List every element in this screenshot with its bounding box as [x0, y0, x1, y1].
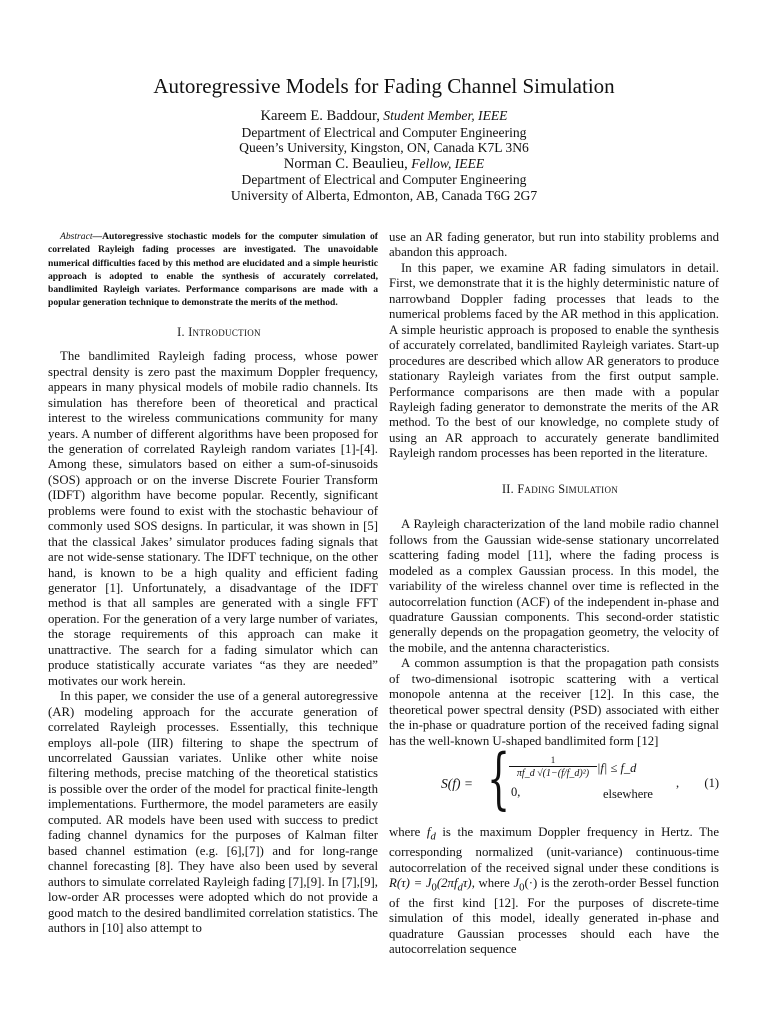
- equation-elsewhere: elsewhere: [603, 787, 653, 802]
- section-heading-introduction: I. Introduction: [177, 324, 261, 339]
- affiliation-dept-2: Department of Electrical and Computer Engineering: [241, 172, 527, 188]
- author-2: Norman C. Beaulieu, Fellow, IEEE: [283, 155, 485, 172]
- equation-number: (1): [704, 776, 719, 791]
- affiliation-inst-1: Queen’s University, Kingston, ON, Canada K7L 3N6: [239, 140, 529, 156]
- intro-paragraph-2-cont: use an AR fading generator, but run into stability problems and abandon this approach.: [389, 230, 719, 260]
- equation-lhs: S(f) =: [441, 776, 473, 792]
- fading-paragraph-2: A common assumption is that the propagation path consists of two-dimensional isotropic scattering with a vertical monopole antenna at the receiver [12]. In this case, the theoretical power spectral density (PSD) associated with either the in-phase or quadrature portion of the received fading signal has the well-known U-shaped bandlimited form [12]: [389, 656, 719, 748]
- fading-paragraph-1: A Rayleigh characterization of the land mobile radio channel follows from the Gaussian wide-sense stationary uncorrelated scattering fading model [11], where the fading process is modeled as a complex Gaussian process. In this model, the variability of the wireless channel over time is reflected in the autocorrelation function (ACF) of the independent in-phase and quadrature Gaussian components. This second-order statistic generally depends on the propagation geometry, the velocity of the mobile, and the antenna characteristics.: [389, 517, 719, 655]
- intro-paragraph-1: The bandlimited Rayleigh fading process, whose power spectral density is zero past the maximum Doppler frequency, appears in many physical models of mobile radio channels. Its simulation has therefore been of theoretical and practical interest to the wireless communications community for many years. A number of different algorithms have been proposed for the generation of correlated Rayleigh random variates [1]-[4]. Among these, simulators based on either a sum-of-sinusoids (SOS) approach or on the inverse Discrete Fourier Transform (IDFT) algorithm have become popular. Recently, significant problems were found to exist with the stochastic behaviour of commonly used SOS designs. In particular, it was shown in [5] that the classical Jakes’ simulator produces fading signals that are not wide-sense stationary. The IDFT technique, on the other hand, is known to be a high quality and efficient fading generator [1]. Unfortunately, a disadvantage of the IDFT method is that all samples are generated with a single FFT operation. For the generation of a very large number of variates, the storage requirements of this approach can make it unattractive. The search for a fading simulator which can produce statistically accurate variates “as they are needed” motivates our work herein.: [48, 349, 378, 688]
- author-1: Kareem E. Baddour, Student Member, IEEE: [260, 108, 508, 124]
- intro-paragraph-3: In this paper, we examine AR fading simulators in detail. First, we demonstrate that it is the highly deterministic nature of narrowband Doppler fading processes that leads to the numerical problems faced by the AR method in this application. A simple heuristic approach is proposed to enable the synthesis of accurately correlated, bandlimited Rayleigh variates. Start-up procedures are described which allow AR generators to produce stationary Rayleigh variates from the first output sample. Performance comparisons are then made with a popular Rayleigh fading generator to demonstrate the merits of the AR method. To the best of our knowledge, no complete study of using an AR approach to accurately generate bandlimited Rayleigh random processes has been reported in the literature.: [389, 260, 719, 461]
- right-column: [389, 230, 719, 958]
- author-block: [0, 108, 768, 204]
- equation-comma: ,: [676, 776, 680, 791]
- equation-brace: {: [487, 740, 511, 818]
- fading-paragraph-3: where $f_d$ is the maximum Doppler frequency in Hertz. The corresponding normalized (unit-variance) continuous-time autocorrelation of the received signal under these conditions is $R(\tau) = J_0(2\pi f_d\tau)$, where $J_0(\cdot)$ is the zeroth-order Bessel function of the first kind [12]. For the purposes of discrete-time simulation of this model, ideally generated in-phase and quadrature Gaussian processes should each have the autocorrelation sequence: [389, 825, 719, 957]
- section-heading-fading-simulation: II. Fading Simulation: [501, 481, 619, 496]
- equation-fraction: $\frac{1}{\text{πf\_d √(1−(f/f\_d)²)}}$: [509, 755, 597, 781]
- intro-paragraph-2: In this paper, we consider the use of a general autoregressive (AR) modeling approach for the accurate generation of correlated Rayleigh processes. Essentially, this technique employs all-pole (IIR) filtering to shape the spectrum of uncorrelated Gaussian variates. Unlike other white noise filtering methods, precise matching of the theoretical statistics is possible over the order of the model for practical finite-length implementations. Furthermore, the model parameters are easily computed. AR models have been used with success to predict fading channel dynamics for the purposes of Kalman filter based channel estimation (e.g. [6],[7]) and for long-range channel forecasting [8]. They have also been used by several authors to simulate correlated Rayleigh fading [7],[9]. In [7],[9], low-order AR processes were adopted which do not provide a good match to the desired bandlimited correlation statistics. The authors in [10] also attempt to: [48, 689, 378, 935]
- left-column: [48, 230, 378, 936]
- affiliation-inst-2: University of Alberta, Edmonton, AB, Canada T6G 2G7: [230, 187, 538, 203]
- abstract: Abstract—Autoregressive stochastic models for the computer simulation of correlated Rayleigh fading processes are investigated. The unavoidable numerical difficulties faced by this method are elucidated and a simple heuristic approach is adopted to enable the synthesis of accurately correlated, bandlimited Rayleigh variates. Performance comparisons are made with a popular generation technique to demonstrate the merits of the method.: [48, 231, 378, 309]
- equation-1: [389, 740, 719, 825]
- equation-condition: |f| ≤ f_d: [597, 761, 637, 776]
- affiliation-dept-1: Department of Electrical and Computer Engineering: [241, 124, 527, 140]
- paper-title: Autoregressive Models for Fading Channel Simulation: [153, 74, 615, 98]
- equation-zero: 0,: [511, 785, 521, 800]
